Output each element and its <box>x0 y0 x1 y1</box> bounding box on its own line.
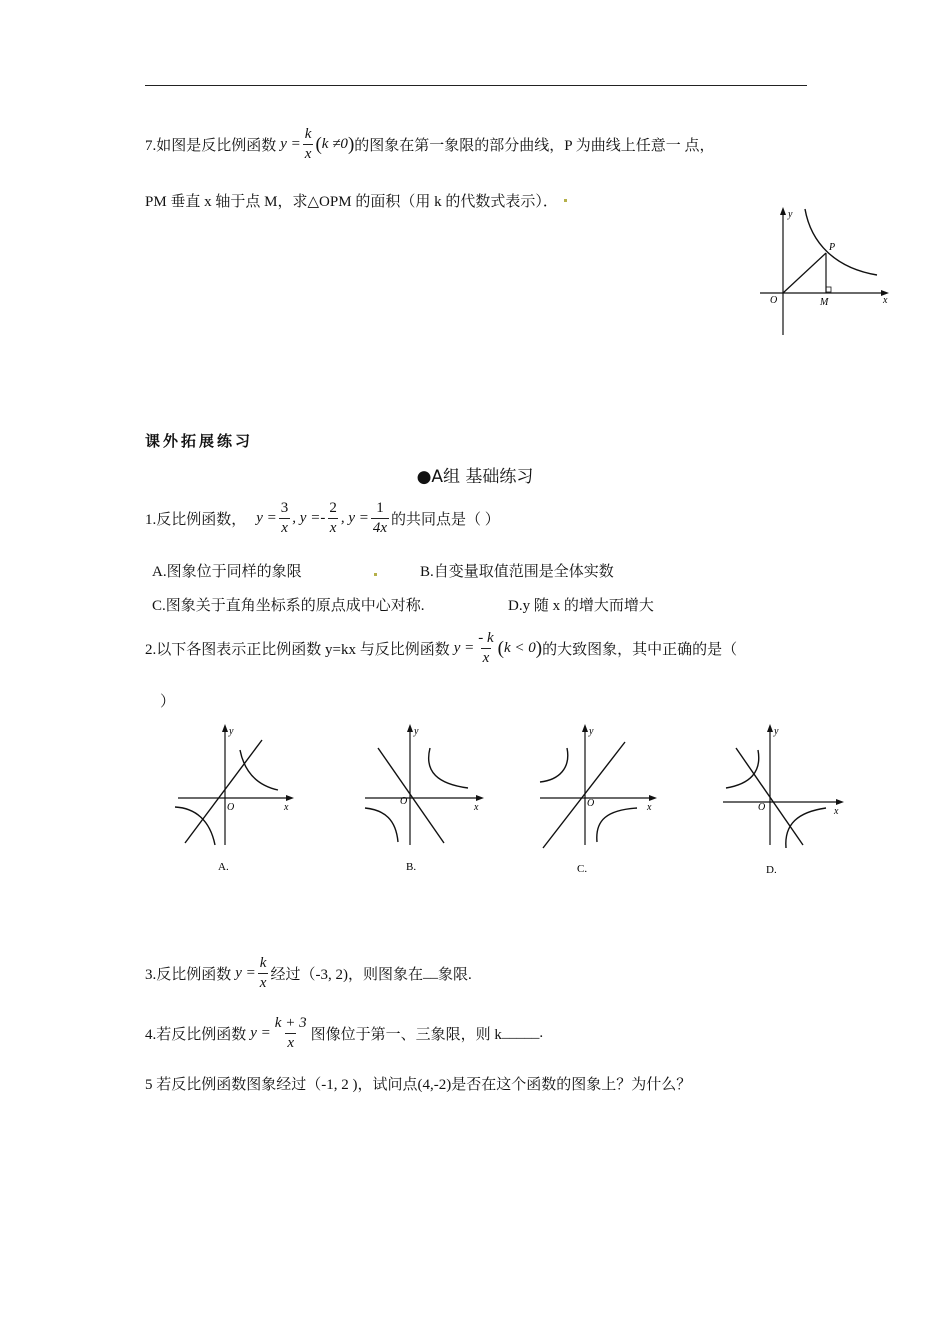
graph-c-curve-2 <box>597 808 637 842</box>
graph-b-curve-2 <box>365 808 398 842</box>
graph-c-x-arrow <box>649 795 657 801</box>
q4-suffix-2: . <box>539 1025 544 1042</box>
q7-line2-text: PM 垂直 x 轴于点 M，求△OPM 的面积（用 k 的代数式表示）． <box>145 194 558 210</box>
graph-b-y-arrow <box>407 724 413 732</box>
graph-d-curve-1 <box>726 750 759 788</box>
graph-b-y-label: y <box>414 726 419 737</box>
graph-b-x-arrow <box>476 795 484 801</box>
q3-y-eq: y = <box>235 965 256 982</box>
graph-a-label: A. <box>218 861 229 873</box>
q7-paren-open: ( <box>315 133 322 155</box>
q1-f3-num: 1 <box>376 500 384 516</box>
q7-line1 <box>145 126 715 164</box>
q1-sep2: , y = <box>340 510 369 527</box>
q7-curve <box>805 209 877 275</box>
graph-b-curve-1 <box>429 748 468 788</box>
graph-c-y-arrow <box>582 724 588 732</box>
graph-c-line <box>543 742 625 848</box>
q1-option-b: B.自变量取值范围是全体实数 <box>420 564 614 580</box>
q2-frac-den: x <box>482 650 490 667</box>
q3-frac-num: k <box>259 955 267 971</box>
graph-a-curve-2 <box>175 807 215 845</box>
q7-p-label: P <box>829 242 836 253</box>
q1-f1-y: y = <box>256 510 277 527</box>
q2-y-eq: y = <box>453 640 475 657</box>
q7-op-line <box>783 253 826 293</box>
q1-option-c: C.图象关于直角坐标系的原点成中心对称. <box>152 598 425 614</box>
q3-fraction <box>258 955 269 993</box>
q4-suffix-1: 图像位于第一、三象限，则 k <box>310 1027 502 1044</box>
q7-y-eq: y = <box>280 136 301 153</box>
section-title: 课外拓展练习 <box>145 432 254 450</box>
q2-line2: ） <box>160 694 176 710</box>
decor-dot <box>564 199 567 202</box>
q2-graph-c <box>535 720 670 880</box>
graph-b-line <box>378 748 444 843</box>
q1-f1-den: x <box>281 520 288 537</box>
q7-right-angle <box>826 287 831 292</box>
graph-c-x-label: x <box>647 802 652 813</box>
q2-paren-open: ( <box>497 637 504 659</box>
q1-option-d: D.y 随 x 的增大而增大 <box>508 598 654 614</box>
graph-d-label: D. <box>766 864 777 876</box>
graph-a-x-arrow <box>286 795 294 801</box>
q7-m-label: M <box>820 297 829 308</box>
q3-suffix-2: 象限. <box>437 967 472 984</box>
q3-line <box>145 955 472 993</box>
q7-condition: k ≠0 <box>321 136 348 153</box>
group-title: ●A组 基础练习 <box>416 467 534 487</box>
q7-frac-num: k <box>304 126 312 142</box>
q2-condition: k < 0 <box>503 640 536 657</box>
q7-line2 <box>145 190 569 211</box>
q1-sep1: , y =- <box>292 510 326 527</box>
q4-frac-num: k + 3 <box>274 1015 307 1031</box>
q7-o-label: O <box>770 295 778 306</box>
q1-line <box>145 500 500 538</box>
graph-a-y-label: y <box>229 726 234 737</box>
q2-graph-a <box>170 720 305 880</box>
q1-option-a: A.图象位于同样的象限 <box>152 564 302 580</box>
q1-prefix: 1.反比例函数， <box>145 512 247 529</box>
q4-blank: _____ <box>501 1025 540 1042</box>
graph-a-curve-1 <box>240 750 278 790</box>
graph-c-o-label: O <box>587 798 595 809</box>
decor-dot <box>374 573 377 576</box>
q7-fraction <box>303 126 314 164</box>
q2-fraction <box>476 630 495 668</box>
q1-frac-3 <box>371 500 389 538</box>
q4-fraction <box>273 1015 309 1053</box>
q1-frac-2 <box>327 500 339 538</box>
q5-text: 5 若反比例函数图象经过（-1, 2 )，试问点(4,-2)是否在这个函数的图象上？为什么？ <box>145 1077 692 1093</box>
q1-f1-num: 3 <box>280 500 289 516</box>
graph-c-label: C. <box>577 863 588 875</box>
graph-d-y-arrow <box>767 724 773 732</box>
q7-suffix: 的图象在第一象限的部分曲线，P 为曲线上任意一 点， <box>354 138 715 155</box>
graph-d-o-label: O <box>758 802 766 813</box>
graph-a-o-label: O <box>227 802 235 813</box>
graph-c-y-label: y <box>589 726 594 737</box>
q3-prefix: 3.反比例函数 <box>145 967 232 984</box>
q4-line <box>145 1015 543 1053</box>
q7-frac-den: x <box>304 146 312 163</box>
q3-suffix-1: 经过（-3, 2)，则图象在 <box>270 967 423 984</box>
q4-frac-den: x <box>287 1035 295 1052</box>
q1-frac-1 <box>279 500 291 538</box>
q1-suffix: 的共同点是（ ） <box>391 512 500 529</box>
q2-suffix: 的大致图象，其中正确的是（ <box>542 642 738 659</box>
graph-d-y-label: y <box>774 726 779 737</box>
q2-line1 <box>145 630 737 668</box>
q1-f3-den: 4x <box>372 520 388 537</box>
graph-d-x-label: x <box>834 806 839 817</box>
graph-c-curve-1 <box>540 748 568 782</box>
graph-a-y-arrow <box>222 724 228 732</box>
header-rule <box>145 85 807 86</box>
q2-frac-num: - k <box>478 630 494 646</box>
q7-prefix: 7.如图是反比例函数 <box>145 138 277 155</box>
graph-b-label: B. <box>406 861 417 873</box>
q3-frac-den: x <box>259 975 267 992</box>
q7-y-label: y <box>788 209 793 220</box>
graph-b-o-label: O <box>400 796 408 807</box>
q7-figure <box>755 203 895 343</box>
graph-b-x-label: x <box>474 802 479 813</box>
q2-prefix: 2.以下各图表示正比例函数 y=kx 与反比例函数 <box>145 642 450 659</box>
q7-paren-close: ) <box>347 133 355 155</box>
graph-d-x-arrow <box>836 799 844 805</box>
q2-graph-d <box>718 720 853 880</box>
q1-f2-den: x <box>329 520 337 537</box>
graph-a-line <box>185 740 262 843</box>
graph-a-x-label: x <box>284 802 289 813</box>
q2-paren-close: ) <box>535 637 543 659</box>
q4-y-eq: y = <box>250 1025 271 1042</box>
q3-blank: __ <box>422 965 438 982</box>
q7-x-label: x <box>883 295 888 306</box>
q2-graph-b <box>360 720 495 880</box>
q7-y-arrow <box>780 207 786 215</box>
q4-prefix: 4.若反比例函数 <box>145 1027 247 1044</box>
q1-f2-num: 2 <box>329 500 337 516</box>
